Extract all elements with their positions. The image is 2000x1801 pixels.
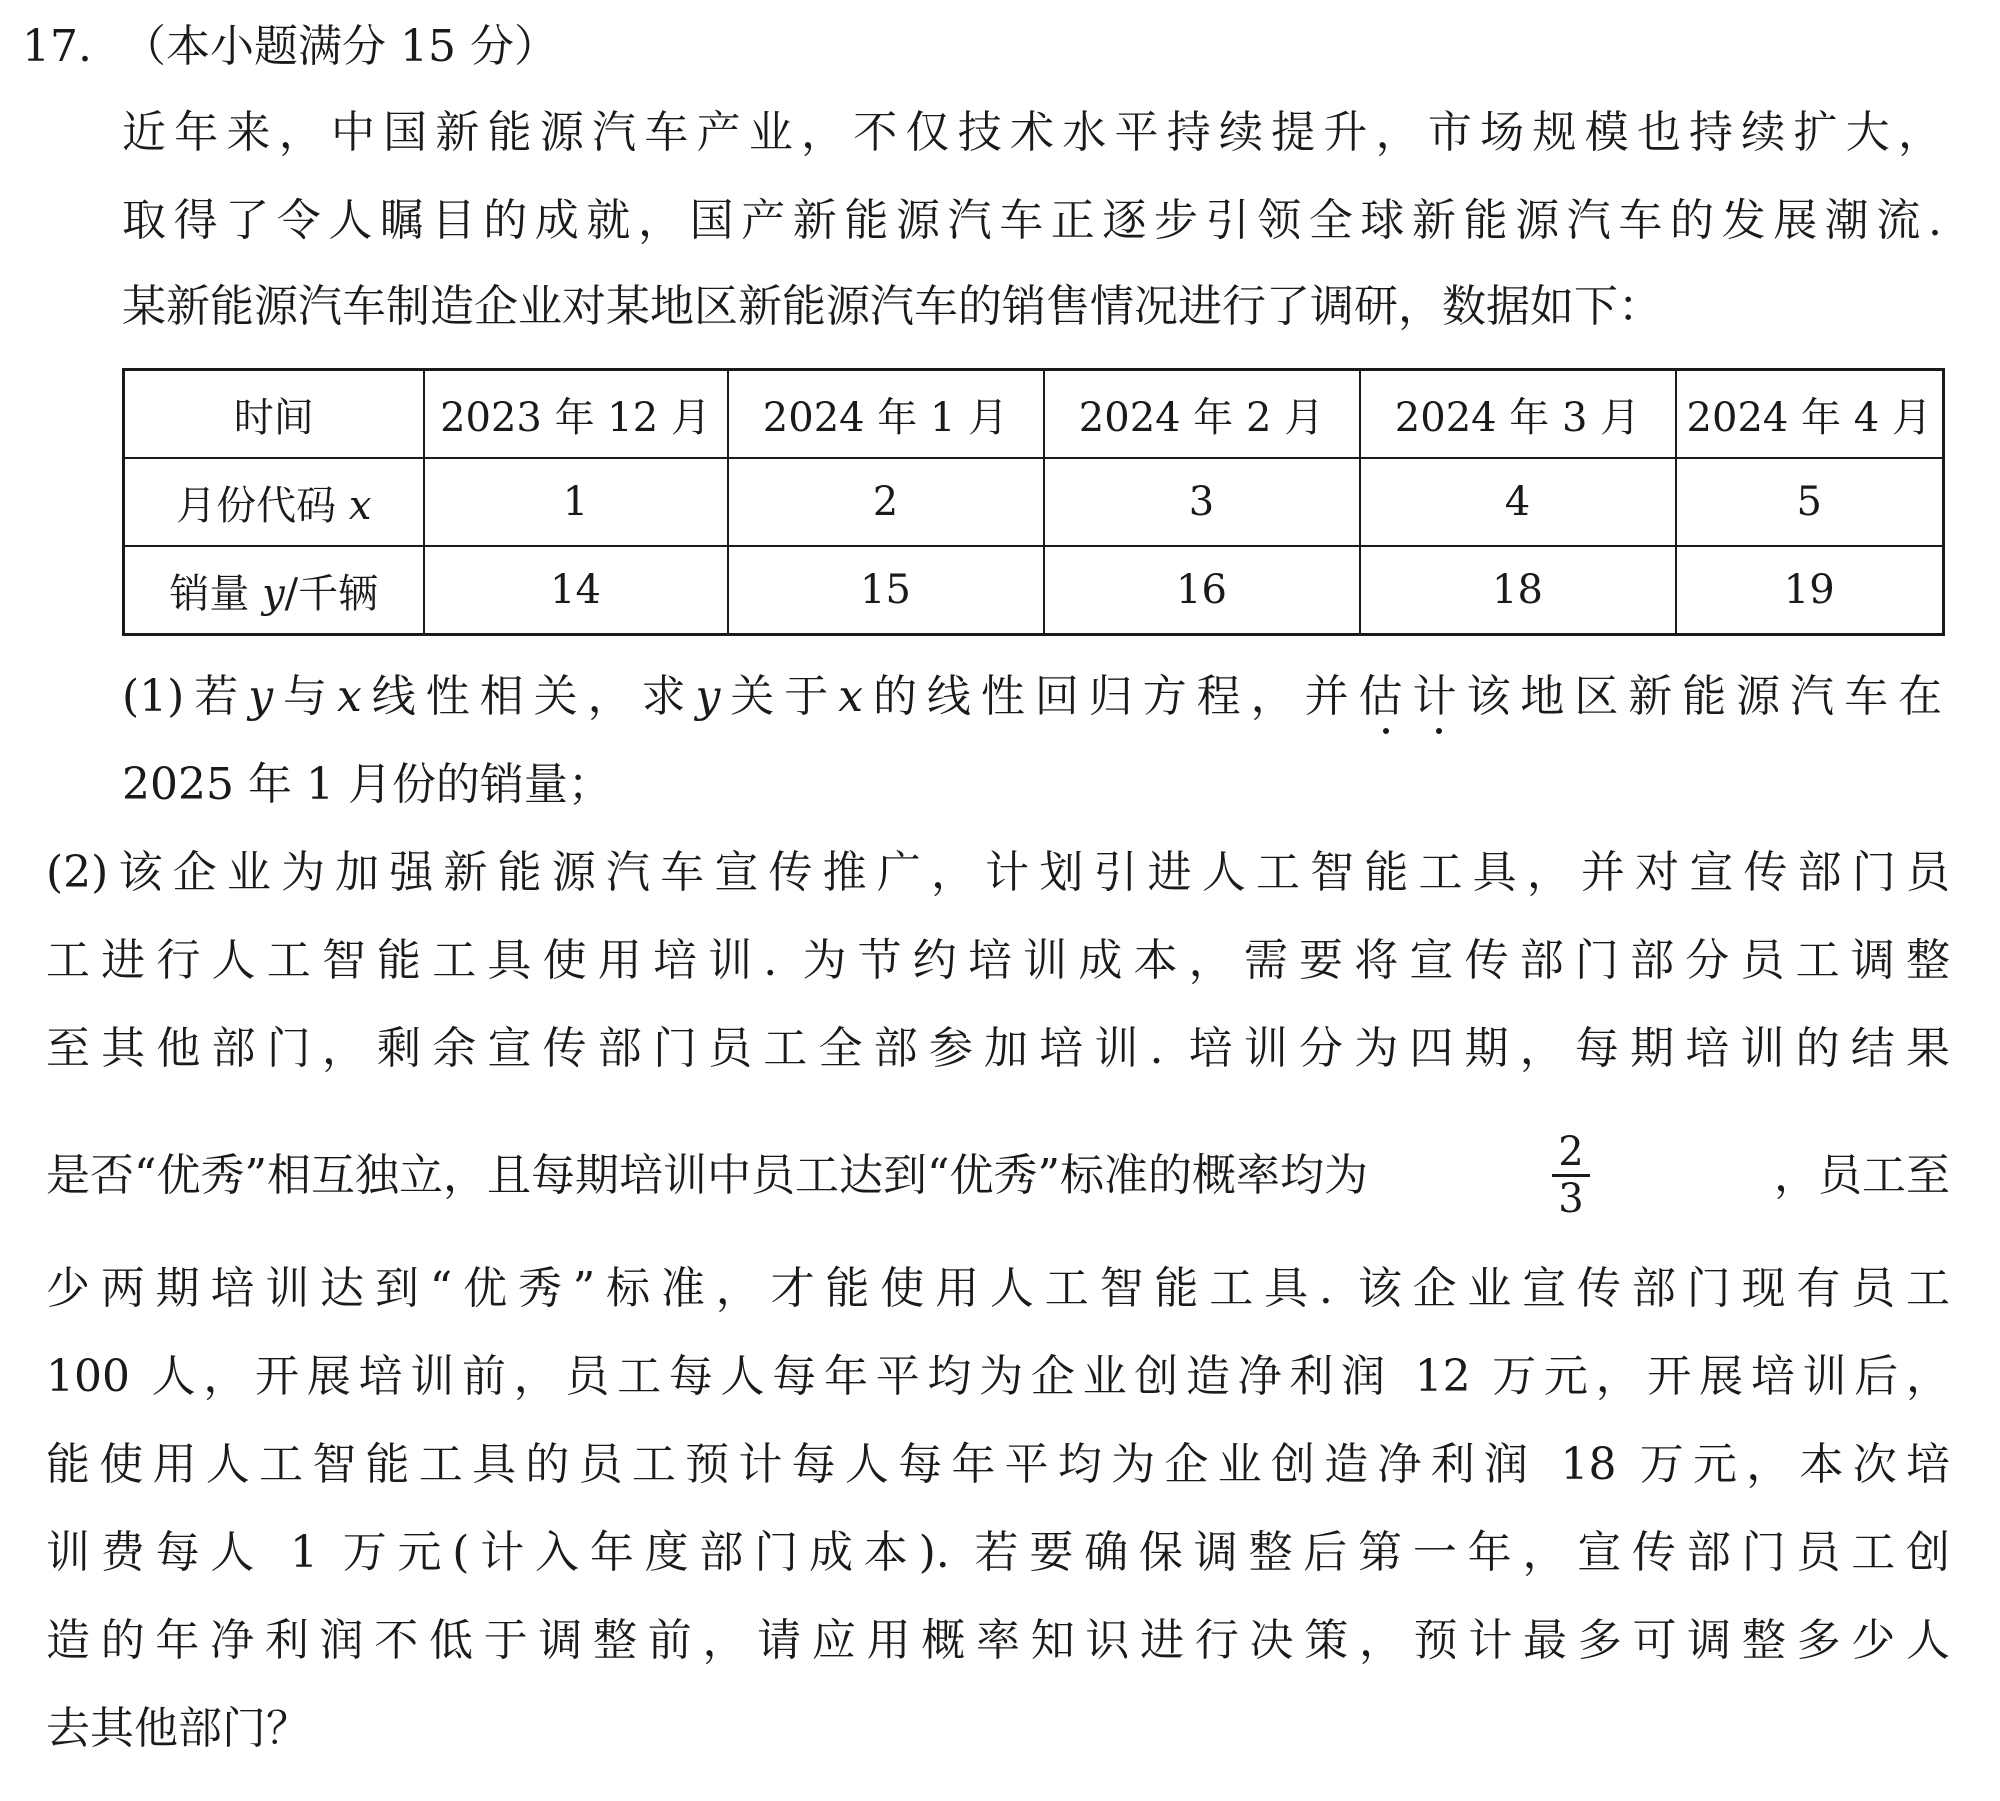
intro-line-1: 近年来，中国新能源汽车产业，不仅技术水平持续提升，市场规模也持续扩大， [122,107,1942,158]
part2-line-1: (2)该企业为加强新能源汽车宣传推广，计划引进人工智能工具，并对宣传部门员 [46,847,1950,898]
table-cell: 2024 年 3 月 [1360,370,1676,459]
table-header-row [124,370,1944,459]
table-cell: 19 [1676,546,1944,635]
score-note: （本小题满分 15 分） [122,21,558,72]
problem-number: 17. [22,21,92,72]
table-cell: 4 [1360,458,1676,546]
part2-line-4: 是否“优秀”相互独立，且每期培训中员工达到“优秀”标准的概率均为 $\frac{2}{3}$ ，员工至 [46,1129,1950,1222]
table-cell: 时间 [124,370,424,459]
table-row-label: 销量 y/千辆 [124,546,424,635]
intro-line-3: 某新能源汽车制造企业对某地区新能源汽车的销售情况进行了调研，数据如下： [122,281,1662,332]
table-cell: 15 [728,546,1044,635]
table-cell: 2024 年 2 月 [1044,370,1360,459]
part2-line-5: 少两期培训达到“优秀”标准，才能使用人工智能工具. 该企业宣传部门现有员工 [46,1263,1950,1314]
problem-header [22,14,558,80]
table-cell: 2024 年 4 月 [1676,370,1944,459]
table-row-label: 月份代码 x [124,458,424,546]
table-cell: 2023 年 12 月 [424,370,728,459]
fraction-two-thirds: $\frac{2}{3}$ [1552,1130,1589,1221]
part2-line-7: 能使用人工智能工具的员工预计每人每年平均为企业创造净利润 18 万元，本次培 [46,1439,1950,1490]
sales-data-table [122,368,1945,636]
part2-line-10: 去其他部门？ [46,1703,310,1754]
part1-line-2: 2025 年 1 月份的销量； [122,759,612,810]
table-cell: 16 [1044,546,1360,635]
part1-line-1: (1)若y与x线性相关，求y关于x的线性回归方程，并估计该地区新能源汽车在 [122,671,1943,722]
table-cell: 2 [728,458,1044,546]
table-row-month-code [124,458,1944,546]
emphasis-dot: 计 [1412,671,1467,722]
part2-line-8: 训费每人 1 万元(计入年度部门成本). 若要确保调整后第一年，宣传部门员工创 [46,1527,1950,1578]
part2-line-9: 造的年净利润不低于调整前，请应用概率知识进行决策，预计最多可调整多少人 [46,1615,1950,1666]
table-cell: 2024 年 1 月 [728,370,1044,459]
part2-line-6: 100 人，开展培训前，员工每人每年平均为企业创造净利润 12 万元，开展培训后， [46,1351,1950,1402]
table-cell: 14 [424,546,728,635]
part2-line-3: 至其他部门，剩余宣传部门员工全部参加培训. 培训分为四期，每期培训的结果 [46,1023,1950,1074]
table-row-sales [124,546,1944,635]
table-cell: 3 [1044,458,1360,546]
table-cell: 1 [424,458,728,546]
table-cell: 18 [1360,546,1676,635]
emphasis-dot: 估 [1358,671,1413,722]
intro-line-2: 取得了令人瞩目的成就，国产新能源汽车正逐步引领全球新能源汽车的发展潮流. [122,195,1942,246]
part2-line-2: 工进行人工智能工具使用培训. 为节约培训成本，需要将宣传部门部分员工调整 [46,935,1950,986]
table-cell: 5 [1676,458,1944,546]
